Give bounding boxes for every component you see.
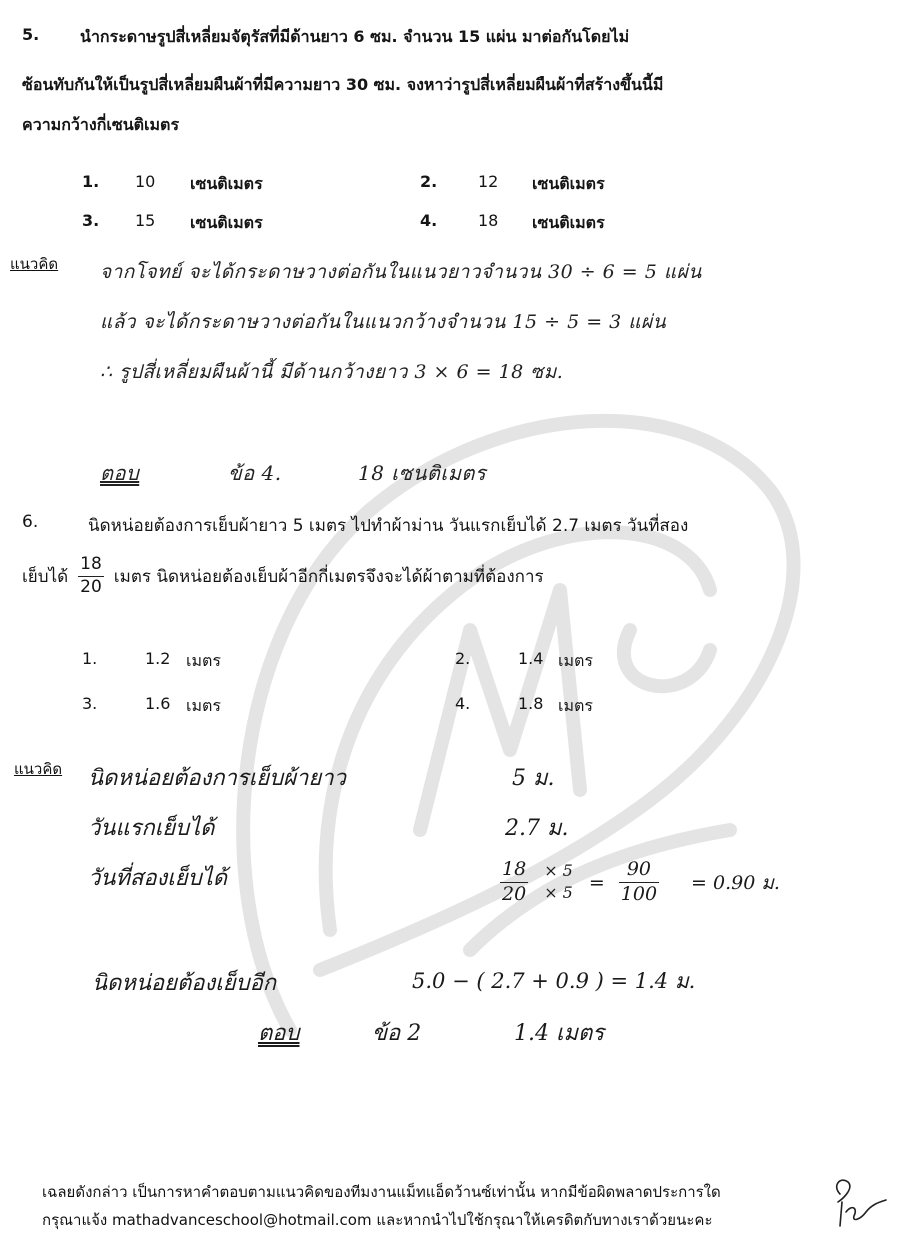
q6-number: 6.: [22, 512, 39, 532]
q5-choice2-num: 2.: [420, 172, 438, 191]
q6-choice1-value: 1.2: [145, 649, 171, 668]
footer-line1: เฉลยดังกล่าว เป็นการหาคำตอบตามแนวคิดของทีมงานแม็ทแอ็ดว้านซ์เท่านั้น หากมีข้อผิดพลาดประการใด: [42, 1183, 721, 1201]
q6-choice4-unit: เมตร: [558, 696, 593, 715]
q6-choice4-value: 1.8: [518, 694, 544, 713]
footer-line2: กรุณาแจ้ง mathadvanceschool@hotmail.com และหากนำไปใช้กรุณาให้เครดิตกับทางเราด้วยนะคะ: [42, 1211, 713, 1229]
q5-text-line2: ซ้อนทับกันให้เป็นรูปสี่เหลี่ยมผืนผ้าที่มีความยาว 30 ซม. จงหาว่ารูปสี่เหลี่ยมผืนผ้าที่สร้างขึ้นนี้มี: [22, 75, 664, 94]
q6-work-row1-label: นิดหน่อยต้องการเย็บผ้ายาว: [88, 766, 346, 791]
q5-number: 5.: [22, 25, 40, 44]
q5-hint-label: แนวคิด: [10, 255, 59, 273]
q5-choice1-value: 10: [135, 172, 156, 191]
q6-work-multiplier-den: × 5: [544, 883, 573, 903]
q5-work-line2: แล้ว จะได้กระดาษวางต่อกันในแนวกว้างจำนวน 15 ÷ 5 = 3 แผ่น: [100, 311, 667, 333]
q6-work-equals1: =: [588, 871, 605, 894]
q5-answer-label: ตอบ: [100, 461, 140, 485]
q6-work-row3-label: วันที่สองเย็บได้: [88, 866, 228, 891]
q6-choice2-num: 2.: [455, 649, 471, 668]
q6-choice2-value: 1.4: [518, 649, 544, 668]
q6-answer-choice: ข้อ 2: [372, 1021, 422, 1046]
q5-answer-choice: ข้อ 4.: [228, 461, 282, 485]
q6-choice2-unit: เมตร: [558, 651, 593, 670]
q6-work-equals2: = 0.90 ม.: [691, 871, 780, 894]
q6-choice4-num: 4.: [455, 694, 471, 713]
q5-choice3-value: 15: [135, 211, 156, 230]
q6-work-row4-label: นิดหน่อยต้องเย็บอีก: [92, 971, 277, 996]
q6-choice1-num: 1.: [82, 649, 98, 668]
q5-choice2-unit: เซนติเมตร: [532, 174, 605, 193]
q6-work-multiplier: [542, 863, 575, 902]
q5-work-line3: ∴ รูปสี่เหลี่ยมผืนผ้านี้ มีด้านกว้างยาว 3 × 6 = 18 ซม.: [100, 361, 564, 383]
q5-choice1-num: 1.: [82, 172, 100, 191]
signature-mark: [826, 1172, 890, 1232]
q6-choice3-unit: เมตร: [186, 696, 221, 715]
q6-line2-pre: เย็บได้: [22, 567, 69, 588]
q6-answer-value: 1.4 เมตร: [514, 1021, 605, 1046]
q5-text-line3: ความกว้างกี่เซนติเมตร: [22, 115, 180, 134]
q6-hint-label: แนวคิด: [14, 760, 63, 778]
q6-work-fraction1-num: 18: [502, 858, 527, 880]
q5-answer-value: 18 เซนติเมตร: [358, 461, 487, 485]
q6-work-fraction1-den: 20: [502, 883, 527, 906]
q5-choice3-unit: เซนติเมตร: [190, 213, 263, 232]
q6-work-row2-value: 2.7 ม.: [505, 816, 569, 841]
q5-choice4-num: 4.: [420, 211, 438, 230]
q5-text-line1: นำกระดาษรูปสี่เหลี่ยมจัตุรัสที่มีด้านยาว 6 ซม. จำนวน 15 แผ่น มาต่อกันโดยไม่: [80, 27, 630, 46]
q6-work-row2-label: วันแรกเย็บได้: [88, 816, 215, 841]
q6-fraction-denominator: 20: [80, 577, 102, 598]
q6-choice1-unit: เมตร: [186, 651, 221, 670]
q6-fraction: [78, 556, 104, 597]
q6-work-fraction2: [619, 860, 659, 905]
q5-choice2-value: 12: [478, 172, 499, 191]
q6-answer-label: ตอบ: [258, 1021, 300, 1046]
q6-choice3-value: 1.6: [145, 694, 171, 713]
q6-work-row4-value: 5.0 − ( 2.7 + 0.9 ) = 1.4 ม.: [412, 969, 696, 993]
q6-choice3-num: 3.: [82, 694, 98, 713]
q6-work-fraction2-num: 90: [626, 858, 651, 880]
q6-work-row1-value: 5 ม.: [512, 766, 555, 791]
q6-work-fraction1: [500, 860, 528, 905]
q5-choice4-value: 18: [478, 211, 499, 230]
q5-choice1-unit: เซนติเมตร: [190, 174, 263, 193]
q5-work-line1: จากโจทย์ จะได้กระดาษวางต่อกันในแนวยาวจำนวน 30 ÷ 6 = 5 แผ่น: [100, 261, 702, 283]
q6-work-multiplier-num: × 5: [544, 861, 573, 881]
q6-fraction-numerator: 18: [80, 554, 102, 574]
q6-text-line2: [22, 556, 544, 597]
q6-text-line1: นิดหน่อยต้องการเย็บผ้ายาว 5 เมตร ไปทำผ้าม่าน วันแรกเย็บได้ 2.7 เมตร วันที่สอง: [88, 516, 689, 536]
q5-choice3-num: 3.: [82, 211, 100, 230]
q6-line2-post: เมตร นิดหน่อยต้องเย็บผ้าอีกกี่เมตรจึงจะได้ผ้าตามที่ต้องการ: [113, 567, 544, 588]
q6-work-calculation: [500, 860, 780, 905]
q5-choice4-unit: เซนติเมตร: [532, 213, 605, 232]
q6-work-fraction2-den: 100: [620, 883, 658, 906]
